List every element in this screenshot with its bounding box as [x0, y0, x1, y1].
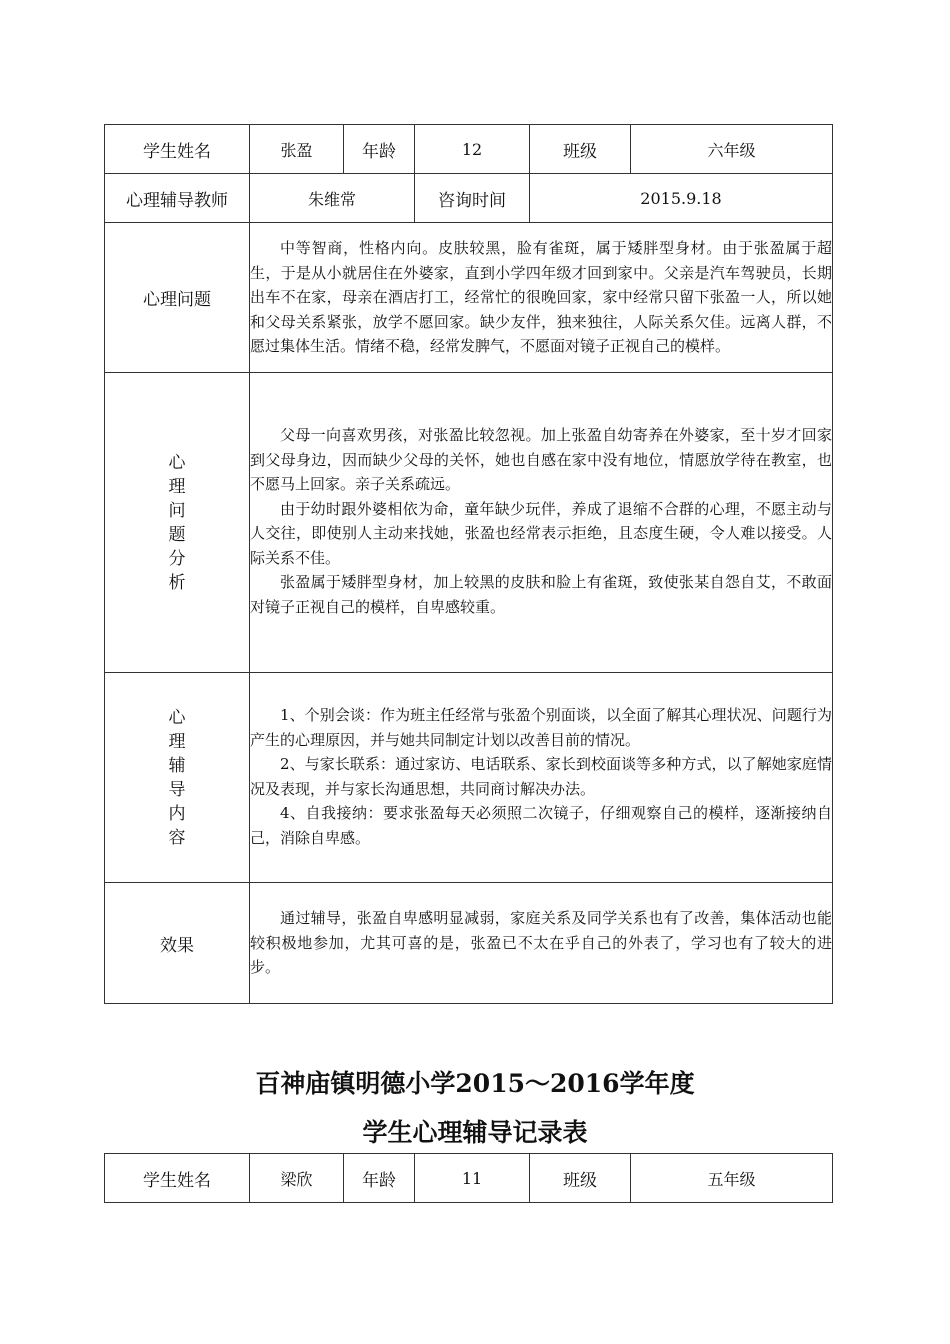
problem-row — [105, 223, 833, 373]
student-class: 六年级 — [631, 125, 833, 174]
analysis-label-char: 理 — [168, 476, 186, 497]
problem-text: 中等智商，性格内向。皮肤较黑，脸有雀斑，属于矮胖型身材。由于张盈属于超生，于是从小就居住在外婆家，直到小学四年级才回到家中。父亲是汽车驾驶员，长期出车不在家，母亲在酒店打工，经常忙的很晚回家，家中经常只留下张盈一人，所以她和父母关系紧张，放学不愿回家。缺少友伴，独来独往，人际关系欠佳。远离人群，不愿过集体生活。情绪不稳，经常发脾气，不愿面对镜子正视自己的模样。 — [250, 239, 832, 356]
student-age: 12 — [415, 125, 530, 174]
teacher-label: 心理辅导教师 — [105, 174, 250, 223]
teacher-row — [105, 174, 833, 223]
problem-label: 心理问题 — [105, 223, 250, 373]
effect-cell — [250, 883, 833, 1004]
analysis-paragraph: 由于幼时跟外婆相依为命，童年缺少玩伴，养成了退缩不合群的心理，不愿主动与人交往，即使别人主动来找她，张盈也经常表示拒绝，且态度生硬，令人难以接受。人际关系不佳。 — [250, 499, 832, 567]
analysis-cell — [250, 373, 833, 673]
analysis-label-char: 分 — [168, 548, 186, 569]
document-title: 百神庙镇明德小学2015～2016学年度 — [255, 1069, 695, 1098]
analysis-label-char: 析 — [168, 572, 186, 593]
effect-row — [105, 883, 833, 1004]
record-table-2 — [104, 1153, 833, 1203]
class-label: 班级 — [530, 1154, 631, 1203]
class-label: 班级 — [530, 125, 631, 174]
student-name: 梁欣 — [250, 1154, 344, 1203]
counsel-item: 4、自我接纳：要求张盈每天必须照二次镜子，仔细观察自己的模样，逐渐接纳自己，消除自卑感。 — [250, 804, 832, 847]
student-name: 张盈 — [250, 125, 344, 174]
document-subtitle: 学生心理辅导记录表 — [362, 1118, 588, 1147]
student-age: 11 — [415, 1154, 530, 1203]
student-info-row — [105, 125, 833, 174]
effect-text: 通过辅导，张盈自卑感明显减弱，家庭关系及同学关系也有了改善，集体活动也能较积极地参加，尤其可喜的是，张盈已不太在乎自己的外表了，学习也有了较大的进步。 — [250, 909, 832, 977]
analysis-label — [105, 373, 250, 673]
counsel-cell — [250, 673, 833, 883]
counsel-item: 1、个别会谈：作为班主任经常与张盈个别面谈，以全面了解其心理状况、问题行为产生的心理原因，并与她共同制定计划以改善目前的情况。 — [250, 706, 832, 749]
age-label: 年龄 — [344, 1154, 415, 1203]
counsel-item: 2、与家长联系：通过家访、电话联系、家长到校面谈等多种方式，以了解她家庭情况及表现，并与家长沟通思想，共同商讨解决办法。 — [250, 755, 832, 798]
counsel-label — [105, 673, 250, 883]
counsel-label-char: 辅 — [168, 755, 186, 776]
counsel-label-char: 导 — [168, 779, 186, 800]
effect-label: 效果 — [105, 883, 250, 1004]
age-label: 年龄 — [344, 125, 415, 174]
record-table-1 — [104, 124, 833, 1004]
student-class: 五年级 — [631, 1154, 833, 1203]
analysis-paragraph: 张盈属于矮胖型身材，加上较黑的皮肤和脸上有雀斑，致使张某自怨自艾，不敢面对镜子正视自己的模样，自卑感较重。 — [250, 573, 832, 616]
counsel-row — [105, 673, 833, 883]
consult-time: 2015.9.18 — [530, 174, 833, 223]
analysis-label-char: 心 — [168, 452, 186, 473]
analysis-paragraph: 父母一向喜欢男孩，对张盈比较忽视。加上张盈自幼寄养在外婆家，至十岁才回家到父母身边，因而缺少父母的关怀，她也自感在家中没有地位，情愿放学待在教室，也不愿马上回家。亲子关系疏远。 — [250, 426, 832, 493]
analysis-label-char: 问 — [168, 500, 186, 521]
name-label: 学生姓名 — [105, 1154, 250, 1203]
counsel-label-char: 心 — [168, 707, 186, 728]
counsel-label-char: 理 — [168, 731, 186, 752]
time-label: 咨询时间 — [415, 174, 530, 223]
name-label: 学生姓名 — [105, 125, 250, 174]
analysis-label-char: 题 — [168, 524, 186, 545]
student-info-row — [105, 1154, 833, 1203]
counsel-label-char: 内 — [168, 803, 186, 824]
problem-cell — [250, 223, 833, 373]
counsel-label-char: 容 — [168, 827, 186, 848]
teacher-name: 朱维常 — [250, 174, 415, 223]
analysis-row — [105, 373, 833, 673]
